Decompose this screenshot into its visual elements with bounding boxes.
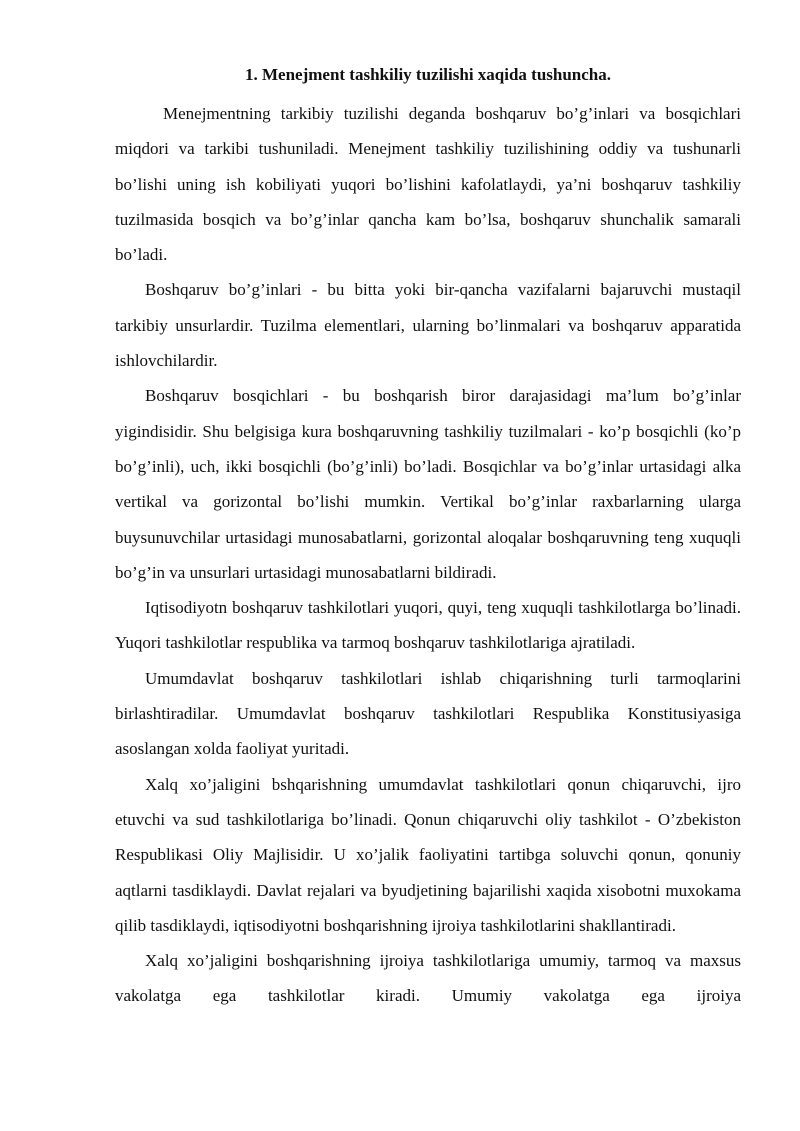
paragraph-5: Umumdavlat boshqaruv tashkilotlari ishlab chiqarishning turli tarmoqlarini birlashtiradilar. Umumdavlat boshqaruv tashkilotlari Respublika Konstitusiyasiga asoslangan xolda faoliyat yuritadi. xyxy=(115,668,741,759)
paragraph-3: Boshqaruv bosqichlari - bu boshqarish biror darajasidagi ma’lum bo’g’inlar yigindisidir. Shu belgisiga kura boshqaruvning tashkiliy tuzilmalari - ko’p bosqichli (ko’p bo’g’inli), uch, ikki bosqichli (bo’g’inli) bo’ladi. Bosqichlar va bo’g’inlar urtasidagi alka vertikal va gorizontal bo’lishi mumkin. Vertikal bo’g’inlar raxbarlarning ularga buysunuvchilar urtasidagi munosabatlarni, gorizontal aloqalar boshqaruvning teng xuquqli bo’g’in va unsurlari urtasidagi munosabatlarni bildiradi. xyxy=(115,386,741,582)
paragraph-1: Menejmentning tarkibiy tuzilishi deganda boshqaruv bo’g’inlari va bosqichlari miqdori va tarkibi tushuniladi. Menejment tashkiliy tuzilishining oddiy va tushunarli bo’lishi uning ish kobiliyati yuqori bo’lishini kafolatlaydi, ya’ni boshqaruv tashkiliy tuzilmasida bosqich va bo’g’inlar qancha kam bo’lsa, boshqaruv shunchalik samarali bo’ladi. xyxy=(115,104,741,265)
paragraph-6: Xalq xo’jaligini bshqarishning umumdavlat tashkilotlari qonun chiqaruvchi, ijro etuvchi va sud tashkilotlariga bo’linadi. Qonun chiqaruvchi oliy tashkilot - O’zbekiston Respublikasi Oliy Majlisidir. U xo’jalik faoliyatini tartibga soluvchi qonun, qonuniy aqtlarni tasdiklaydi. Davlat rejalari va byudjetining bajarilishi xaqida xisobotni muxokama qilib tasdiklaydi, iqtisodiyotni boshqarishning ijroiya tashkilotlarini shakllantiradi. xyxy=(115,774,741,935)
paragraph-2: Boshqaruv bo’g’inlari - bu bitta yoki bir-qancha vazifalarni bajaruvchi mustaqil tarkibiy unsurlardir. Tuzilma elementlari, ularning bo’linmalari va boshqaruv apparatida ishlovchilardir. xyxy=(115,280,741,371)
paragraph-4: Iqtisodiyotn boshqaruv tashkilotlari yuqori, quyi, teng xuquqli tashkilotlarga bo’linadi. Yuqori tashkilotlar respublika va tarmoq boshqaruv tashkilotlariga ajratiladi. xyxy=(115,598,741,653)
paragraph-7: Xalq xo’jaligini boshqarishning ijroiya tashkilotlariga umumiy, tarmoq va maxsus vakolatga ega tashkilotlar kiradi. Umumiy vakolatga ega ijroiya xyxy=(115,951,741,1006)
section-title: 1. Menejment tashkiliy tuzilishi xaqida tushuncha. xyxy=(244,65,612,84)
document-page xyxy=(115,63,741,1014)
